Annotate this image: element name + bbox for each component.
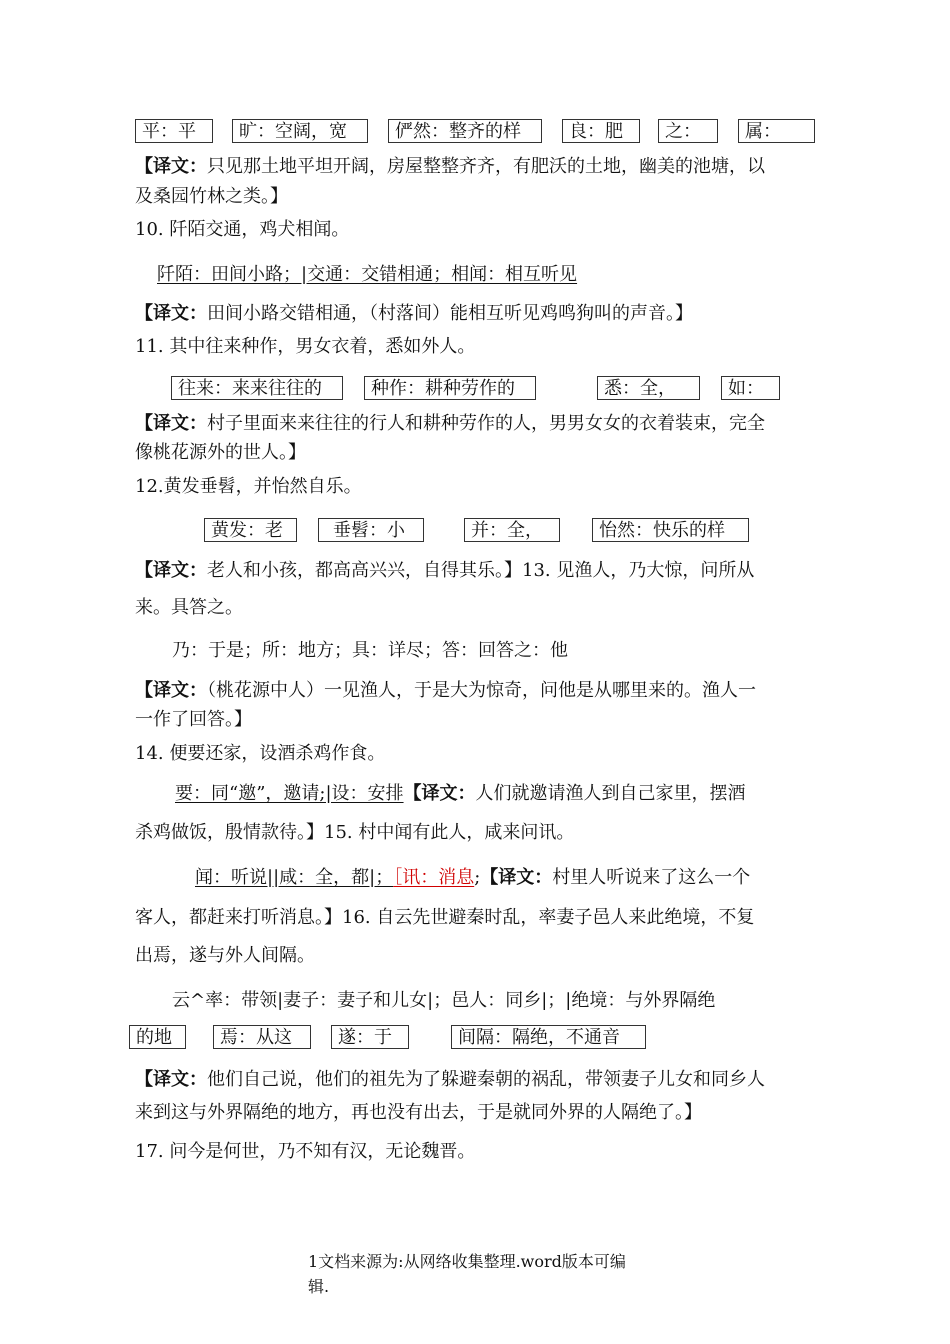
annotation-box: 如： bbox=[721, 376, 780, 400]
annotation-note bbox=[195, 867, 750, 889]
annotation-note: 乃：于是；所：地方；具：详尽；答：回答之：他 bbox=[172, 640, 568, 661]
translation-text: 来。具答之。 bbox=[135, 597, 243, 618]
note-14: 要：同“邀”，邀请;|设：安排 bbox=[175, 783, 404, 804]
annotation-box: 俨然：整齐的样 bbox=[388, 119, 542, 143]
annotation-box: 黄发：老 bbox=[204, 518, 297, 542]
annotation-box: 间隔：隔绝，不通音 bbox=[451, 1025, 646, 1049]
translation-text: 一作了回答。】 bbox=[135, 709, 252, 730]
annotation-box: 良：肥 bbox=[562, 119, 640, 143]
annotation-box: 怡然：快乐的样 bbox=[592, 518, 749, 542]
question-line: 17. 问今是何世，乃不知有汉，无论魏晋。 bbox=[135, 1141, 476, 1162]
annotation-box: 焉：从这 bbox=[213, 1025, 311, 1049]
translation-text: 【译文：田间小路交错相通，（村落间）能相互听见鸡鸣狗叫的声音。】 bbox=[135, 303, 693, 324]
translation-text: 出焉，遂与外人间隔。 bbox=[135, 945, 315, 966]
question-line: 11. 其中往来种作，男女衣着，悉如外人。 bbox=[135, 336, 476, 357]
translation-text: 及桑园竹林之类。】 bbox=[135, 186, 288, 207]
annotation-box: 属： bbox=[738, 119, 815, 143]
annotation-box: 种作：耕种劳作的 bbox=[364, 376, 536, 400]
translation-head: 【译文：村里人听说来了这么一个 bbox=[480, 867, 751, 888]
translation-text: 【译文：只见那土地平坦开阔，房屋整整齐齐，有肥沃的土地，幽美的池塘，以 bbox=[135, 156, 765, 177]
annotation-box: 旷：空阔，宽 bbox=[232, 119, 368, 143]
note-15c: ; bbox=[474, 867, 481, 888]
translation-text: 杀鸡做饭，殷情款待。】15. 村中闻有此人，咸来问讯。 bbox=[135, 822, 575, 843]
translation-text: 像桃花源外的世人。】 bbox=[135, 442, 306, 463]
question-line: 14. 便要还家，设酒杀鸡作食。 bbox=[135, 743, 386, 764]
translation-text: 来到这与外界隔绝的地方，再也没有出去，于是就同外界的人隔绝了。】 bbox=[135, 1102, 702, 1123]
annotation-note bbox=[175, 783, 746, 805]
translation-text: 【译文：老人和小孩，都高高兴兴，自得其乐。】13. 见渔人，乃大惊，问所从 bbox=[135, 560, 755, 581]
question-line: 12.黄发垂髫，并怡然自乐。 bbox=[135, 476, 362, 497]
annotation-note: 云^率：带领|妻子：妻子和儿女|；邑人：同乡|；|绝境：与外界隔绝 bbox=[172, 990, 716, 1011]
annotation-box: 悉：全， bbox=[597, 376, 700, 400]
translation-text: 客人，都赶来打听消息。】16. 自云先世避秦时乱，率妻子邑人来此绝境，不复 bbox=[135, 907, 755, 928]
footer-line: 1文档来源为:从网络收集整理.word版本可编 bbox=[308, 1252, 626, 1271]
annotation-note: 阡陌：田间小路；|交通：交错相通；相闻：相互听见 bbox=[157, 264, 578, 285]
translation-head: 【译文：人们就邀请渔人到自己家里，摆酒 bbox=[403, 783, 746, 804]
annotation-box: 之： bbox=[658, 119, 718, 143]
translation-text: 【译文：他们自己说，他们的祖先为了躲避秦朝的祸乱，带领妻子儿女和同乡人 bbox=[135, 1069, 765, 1090]
annotation-box: 并：全， bbox=[464, 518, 560, 542]
annotation-box: 的地 bbox=[129, 1025, 186, 1049]
annotation-box: 平：平 bbox=[135, 119, 213, 143]
translation-text: 【译文：（桃花源中人）一见渔人，于是大为惊奇，问他是从哪里来的。渔人一 bbox=[135, 680, 756, 701]
question-line: 10. 阡陌交通，鸡犬相闻。 bbox=[135, 219, 350, 240]
note-15a: 闻：听说||咸：全，都|； bbox=[195, 867, 394, 888]
annotation-box: 垂髫：小 bbox=[318, 518, 424, 542]
annotation-box: 往来：来来往往的 bbox=[171, 376, 343, 400]
footer-line: 辑. bbox=[308, 1277, 330, 1296]
annotation-box: 遂：于 bbox=[331, 1025, 409, 1049]
translation-text: 【译文：村子里面来来往往的行人和耕种劳作的人，男男女女的衣着装束，完全 bbox=[135, 413, 765, 434]
note-15b: ［讯：消息 bbox=[393, 867, 475, 888]
